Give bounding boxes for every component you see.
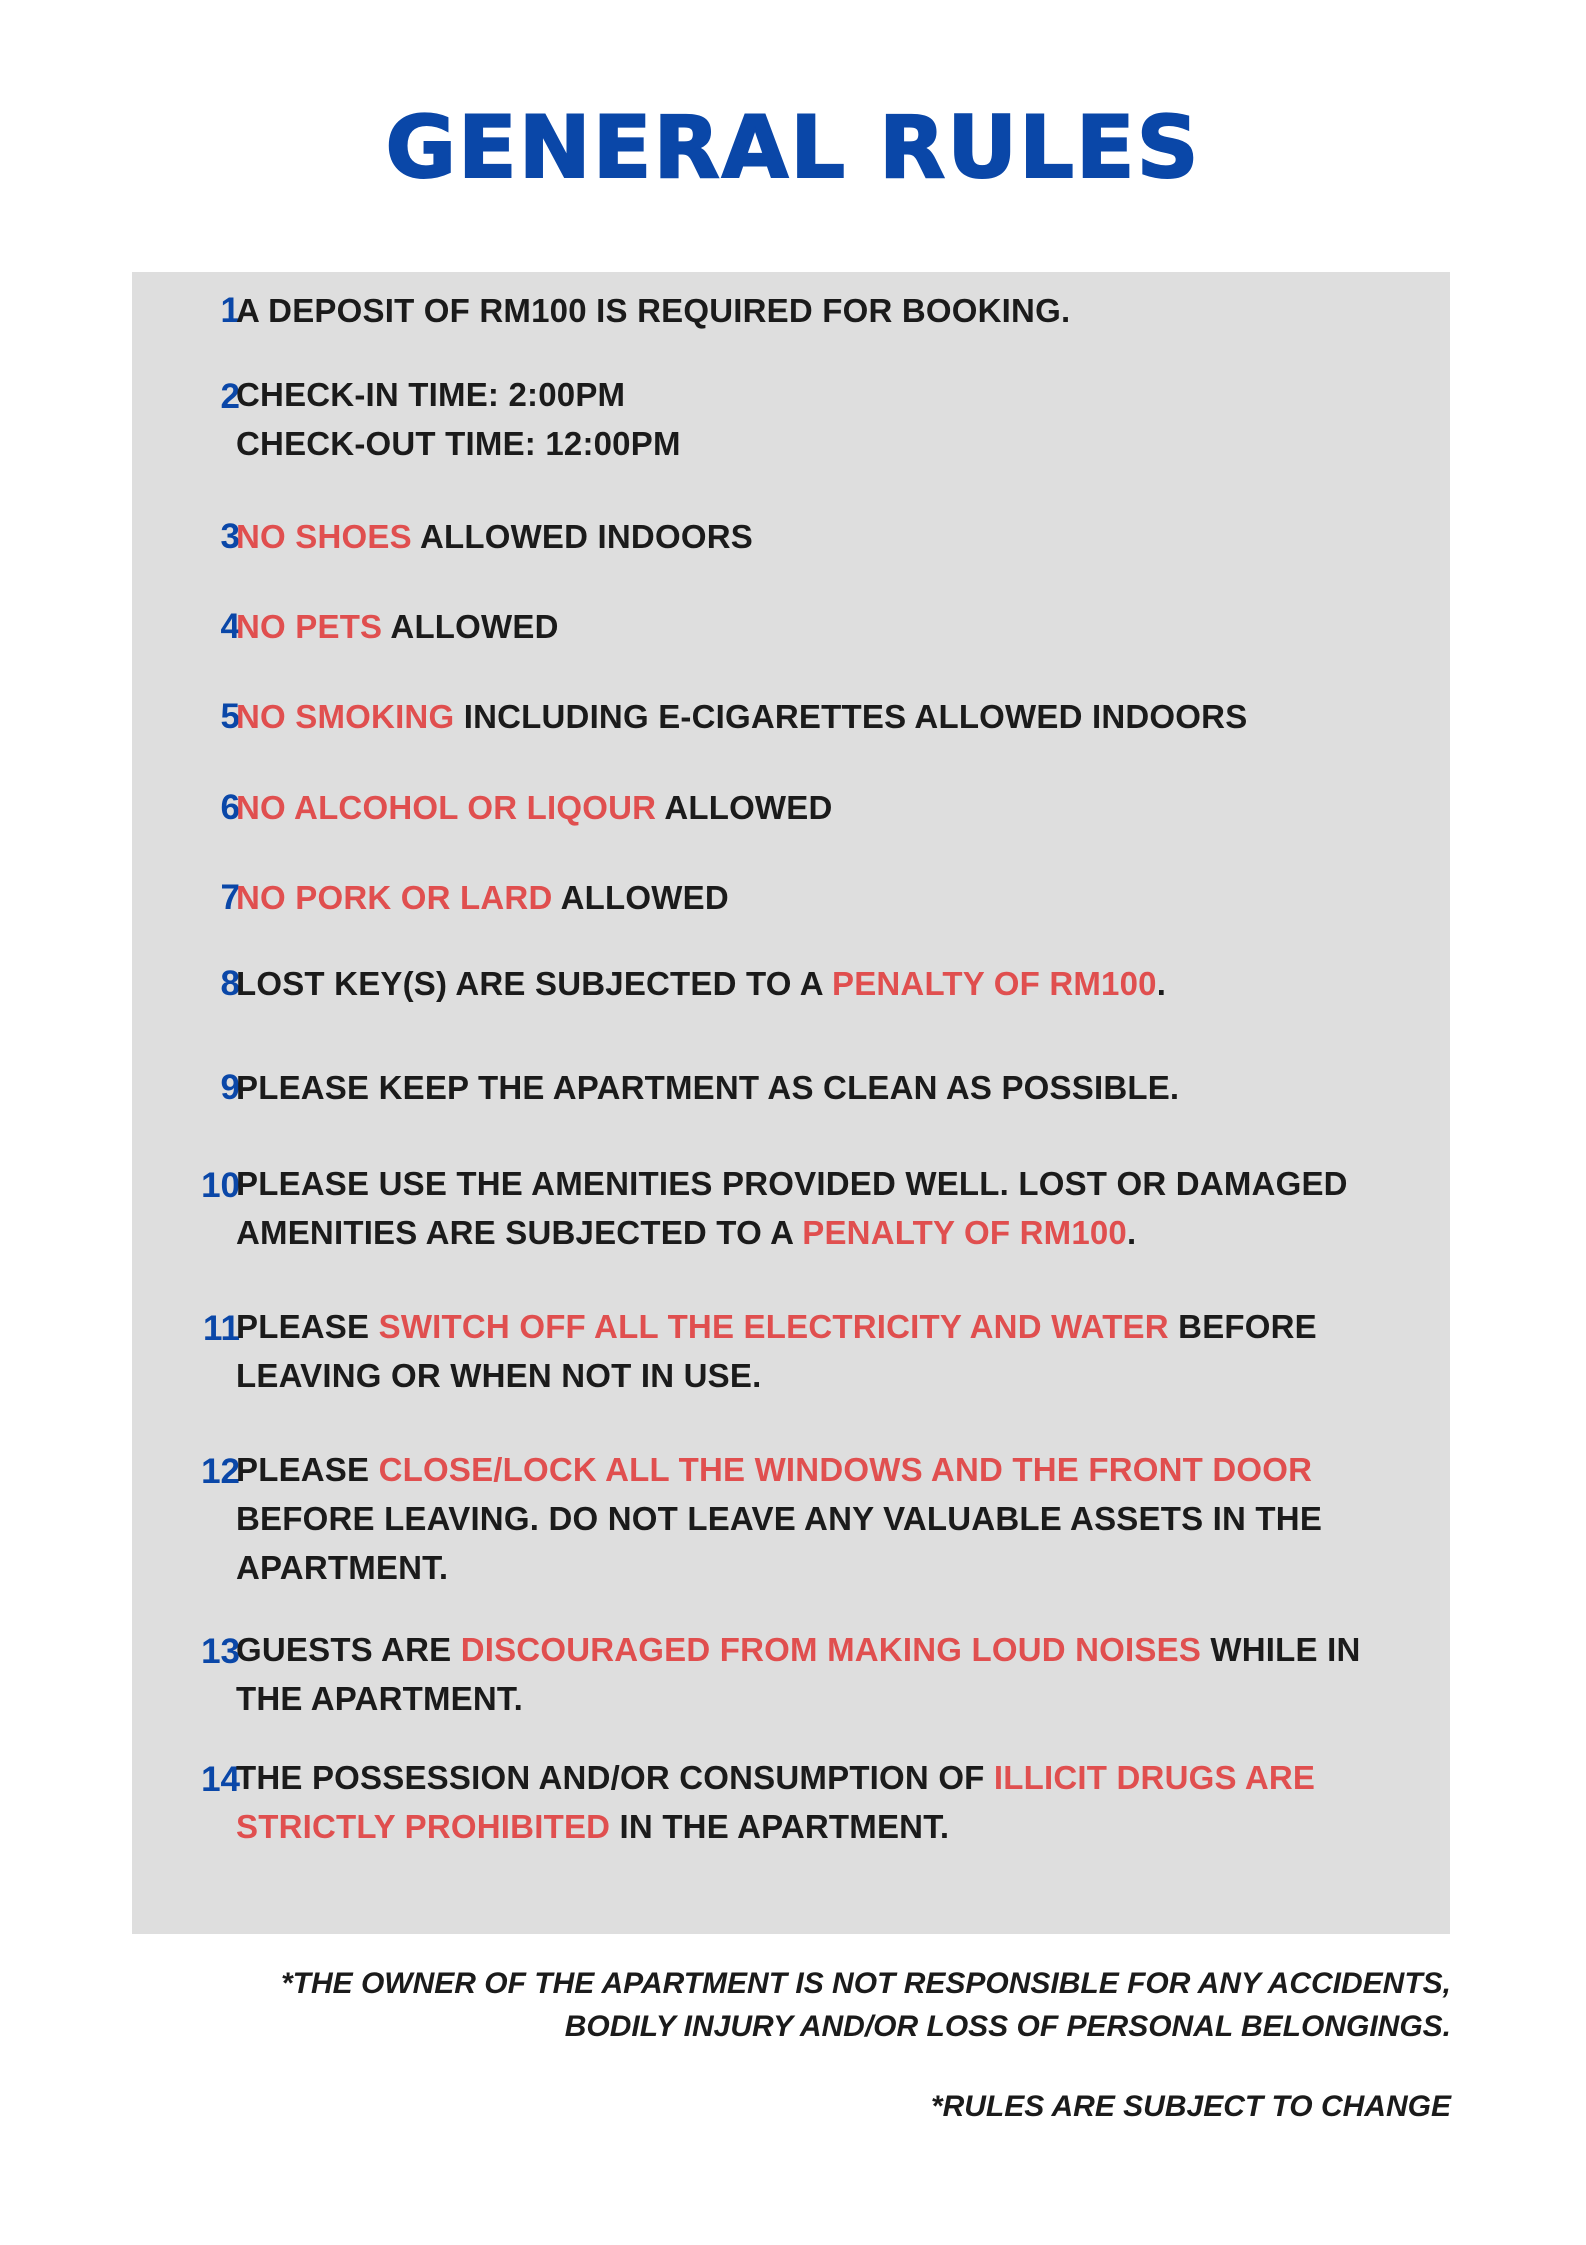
rule-text-line (236, 1674, 1420, 1723)
rule-highlight: PENALTY OF RM100 (831, 965, 1157, 1002)
rule-text-segment: LOST KEY(S) ARE SUBJECTED TO A (236, 965, 832, 1002)
rules-panel (132, 272, 1450, 1934)
disclaimer (281, 1962, 1451, 2048)
rule-text (236, 370, 1420, 468)
rule-text-line (236, 1802, 1420, 1851)
rule-text (236, 1445, 1420, 1592)
rules-change-note: *RULES ARE SUBJECT TO CHANGE (930, 2090, 1451, 2123)
rule-text (236, 1625, 1420, 1723)
rule-text-segment: CHECK-IN TIME: 2:00PM (236, 376, 626, 413)
rule-text (236, 1753, 1420, 1851)
rule-number: 2 (220, 377, 240, 416)
rule-number: 1 (220, 291, 240, 330)
rule-text-line (236, 419, 1420, 468)
rule-text (236, 602, 1420, 651)
rule-text-segment: ALLOWED INDOORS (411, 518, 753, 555)
rule-text-line (236, 1063, 1420, 1112)
rule-text-segment: INCLUDING E-CIGARETTES ALLOWED INDOORS (454, 698, 1248, 735)
disclaimer-line-2: BODILY INJURY AND/OR LOSS OF PERSONAL BELONGINGS. (564, 2010, 1451, 2043)
rule-text-line (236, 370, 1420, 419)
rule-highlight: NO SMOKING (236, 698, 455, 735)
page-title: GENERAL RULES (385, 98, 1201, 198)
rule-text-segment: PLEASE (236, 1451, 379, 1488)
rule-number: 7 (220, 878, 240, 917)
rule-highlight: NO PETS (236, 608, 383, 645)
rule-text (236, 1159, 1420, 1257)
rule-highlight: NO SHOES (236, 518, 412, 555)
rule-number: 4 (220, 607, 240, 646)
rule-number: 14 (201, 1760, 240, 1799)
rule-text-line (236, 1208, 1420, 1257)
rule-number: 13 (201, 1632, 240, 1671)
rule-number: 10 (201, 1166, 240, 1205)
rule-text-line (236, 1543, 1420, 1592)
rule-text-segment: PLEASE USE THE AMENITIES PROVIDED WELL. LOST OR DAMAGED (236, 1165, 1348, 1202)
rule-number: 6 (220, 788, 240, 827)
rule-text-segment: APARTMENT. (236, 1549, 449, 1586)
rule-number: 8 (220, 964, 240, 1003)
rule-text-segment: WHILE IN (1201, 1631, 1361, 1668)
rule-text-segment: ALLOWED (382, 608, 559, 645)
rule-text-segment: GUESTS ARE (236, 1631, 461, 1668)
rule-text-segment: AMENITIES ARE SUBJECTED TO A (236, 1214, 803, 1251)
rule-highlight: NO PORK OR LARD (236, 879, 553, 916)
rule-number: 3 (220, 517, 240, 556)
rule-text-segment: PLEASE (236, 1308, 379, 1345)
rule-text-line (236, 1159, 1420, 1208)
rule-number: 11 (203, 1309, 240, 1348)
rule-text (236, 286, 1420, 335)
rule-text-segment: PLEASE KEEP THE APARTMENT AS CLEAN AS POSSIBLE. (236, 1069, 1180, 1106)
rule-highlight: ILLICIT DRUGS ARE (993, 1759, 1316, 1796)
rule-text-line (236, 783, 1420, 832)
rule-highlight: STRICTLY PROHIBITED (236, 1808, 611, 1845)
rule-text-segment: ALLOWED (656, 789, 833, 826)
rule-text-segment: BEFORE LEAVING. DO NOT LEAVE ANY VALUABLE ASSETS IN THE (236, 1500, 1323, 1537)
rule-text-segment: . (1126, 1214, 1137, 1251)
rule-text-line (236, 602, 1420, 651)
disclaimer-line-1: *THE OWNER OF THE APARTMENT IS NOT RESPONSIBLE FOR ANY ACCIDENTS, (280, 1967, 1451, 2000)
rule-text-segment: THE POSSESSION AND/OR CONSUMPTION OF (236, 1759, 994, 1796)
rule-text-line (236, 1625, 1420, 1674)
rule-highlight: SWITCH OFF ALL THE ELECTRICITY AND WATER (378, 1308, 1169, 1345)
rule-number: 5 (220, 697, 240, 736)
rule-number: 12 (201, 1452, 240, 1491)
rule-number: 9 (220, 1068, 240, 1107)
rule-text-line (236, 692, 1420, 741)
rule-text-line (236, 1351, 1420, 1400)
rule-text-segment: A DEPOSIT OF RM100 IS REQUIRED FOR BOOKING. (236, 292, 1071, 329)
rule-highlight: DISCOURAGED FROM MAKING LOUD NOISES (460, 1631, 1202, 1668)
rule-text-line (236, 1494, 1420, 1543)
rule-text-segment: BEFORE (1168, 1308, 1317, 1345)
rule-text (236, 1302, 1420, 1400)
rule-text (236, 783, 1420, 832)
rule-text-line (236, 1445, 1420, 1494)
rule-text (236, 512, 1420, 561)
rule-text (236, 1063, 1420, 1112)
rule-text-line (236, 1753, 1420, 1802)
rule-text-segment: . (1156, 965, 1167, 1002)
rule-text-line (236, 1302, 1420, 1351)
rule-text (236, 692, 1420, 741)
rule-text-line (236, 873, 1420, 922)
rule-text-segment: LEAVING OR WHEN NOT IN USE. (236, 1357, 762, 1394)
rule-text (236, 873, 1420, 922)
rule-text-segment: CHECK-OUT TIME: 12:00PM (236, 425, 681, 462)
rule-text-segment: ALLOWED (552, 879, 729, 916)
rule-text-segment: IN THE APARTMENT. (610, 1808, 950, 1845)
rule-highlight: CLOSE/LOCK ALL THE WINDOWS AND THE FRONT DOOR (378, 1451, 1313, 1488)
rule-highlight: NO ALCOHOL OR LIQOUR (236, 789, 657, 826)
rule-highlight: PENALTY OF RM100 (802, 1214, 1127, 1251)
rule-text (236, 959, 1420, 1008)
rule-text-line (236, 512, 1420, 561)
rule-text-line (236, 286, 1420, 335)
rule-text-segment: THE APARTMENT. (236, 1680, 523, 1717)
rule-text-line (236, 959, 1420, 1008)
